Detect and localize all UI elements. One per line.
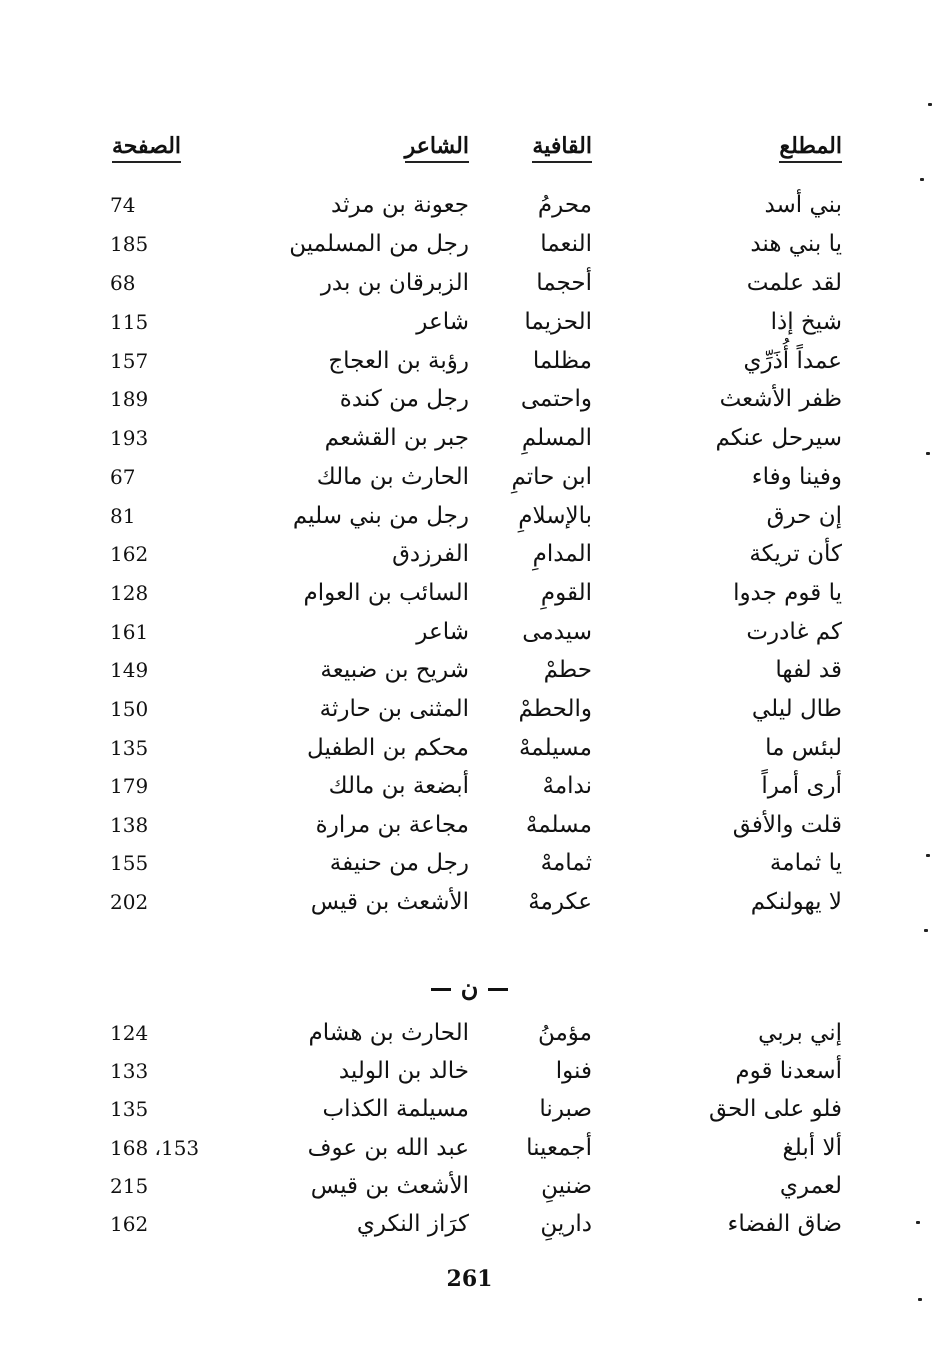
matla-cell: قلت والأفق bbox=[732, 812, 842, 838]
shaer-cell: الزبرقان بن بدر bbox=[320, 270, 469, 296]
table-row bbox=[0, 380, 939, 418]
matla-cell: يا بني هند bbox=[750, 231, 842, 257]
matla-cell: شيخ إذا bbox=[770, 309, 842, 335]
table-row bbox=[0, 1014, 939, 1052]
table-row bbox=[0, 574, 939, 612]
table-row bbox=[0, 1129, 939, 1167]
page-cell: 149 bbox=[110, 658, 149, 682]
table-row bbox=[0, 1052, 939, 1090]
matla-cell: إن حرق bbox=[766, 503, 842, 529]
qafiya-cell: أجمعينا bbox=[526, 1135, 592, 1161]
table-row bbox=[0, 535, 939, 573]
matla-cell: طال ليلي bbox=[751, 696, 842, 722]
qafiya-cell: ضنينِ bbox=[541, 1173, 592, 1199]
qafiya-cell: مؤمنُ bbox=[537, 1020, 592, 1046]
matla-cell: لعمري bbox=[779, 1173, 842, 1199]
matla-cell: سيرحل عنكم bbox=[715, 425, 842, 451]
qafiya-cell: بالإسلامِ bbox=[518, 503, 592, 529]
page-cell: 67 bbox=[110, 465, 136, 489]
page-cell: 115 bbox=[110, 310, 149, 334]
qafiya-cell: حطمْ bbox=[543, 657, 592, 683]
qafiya-cell: النعما bbox=[540, 231, 592, 257]
table-row bbox=[0, 1205, 939, 1243]
page-cell: 161 bbox=[110, 620, 149, 644]
shaer-cell: الحارث بن مالك bbox=[316, 464, 469, 490]
table-row bbox=[0, 806, 939, 844]
page-cell: 155 bbox=[110, 851, 149, 875]
page-cell: 215 bbox=[110, 1174, 149, 1198]
matla-cell: لقد علمت bbox=[746, 270, 842, 296]
shaer-cell: الفرزدق bbox=[392, 541, 469, 567]
matla-cell: يا قوم جدوا bbox=[733, 580, 842, 606]
matla-cell: قد لفها bbox=[775, 657, 842, 683]
section-heading bbox=[0, 968, 939, 1008]
scan-speck bbox=[926, 452, 930, 455]
page-cell: 189 bbox=[110, 387, 149, 411]
page-cell: 133 bbox=[110, 1059, 149, 1083]
qafiya-cell: عكرمهْ bbox=[528, 889, 592, 915]
qafiya-cell: سيدمى bbox=[522, 619, 592, 645]
page-cell: 150 bbox=[110, 697, 149, 721]
matla-cell: يا ثمامة bbox=[769, 850, 842, 876]
qafiya-cell: محرمُ bbox=[537, 192, 592, 218]
page-cell: 162 bbox=[110, 542, 149, 566]
qafiya-cell: دارينِ bbox=[540, 1211, 592, 1237]
qafiya-cell: ابن حاتمِ bbox=[511, 464, 592, 490]
table-row bbox=[0, 651, 939, 689]
page-cell: 124 bbox=[110, 1021, 149, 1045]
shaer-cell: شريح بن ضبيعة bbox=[320, 657, 469, 683]
matla-cell: لا يهولنكم bbox=[750, 889, 842, 915]
page-cell: 128 bbox=[110, 581, 149, 605]
qafiya-cell: الحزيما bbox=[524, 309, 592, 335]
qafiya-cell: فنوا bbox=[555, 1058, 592, 1084]
qafiya-cell: المدامِ bbox=[532, 541, 592, 567]
matla-cell: ضاق الفضاء bbox=[727, 1211, 842, 1237]
shaer-cell: محكم بن الطفيل bbox=[307, 735, 469, 761]
header-qafiya: القافية bbox=[532, 127, 592, 165]
page-cell: 179 bbox=[110, 774, 149, 798]
table-row bbox=[0, 303, 939, 341]
page-cell: 68 bbox=[110, 271, 136, 295]
header-shaer: الشاعر bbox=[405, 127, 469, 165]
scan-speck bbox=[918, 1298, 922, 1301]
table-row bbox=[0, 497, 939, 535]
shaer-cell: الأشعث بن قيس bbox=[310, 889, 469, 915]
dash-mark bbox=[488, 988, 508, 991]
matla-cell: ألا أبلغ bbox=[782, 1135, 842, 1161]
table-row bbox=[0, 767, 939, 805]
table-row bbox=[0, 883, 939, 921]
table-header bbox=[0, 127, 939, 165]
matla-cell: عمداً أُذَرِّي bbox=[743, 348, 842, 374]
table-row bbox=[0, 729, 939, 767]
shaer-cell: كرَاز النكري bbox=[356, 1211, 469, 1237]
matla-cell: وفينا وفاء bbox=[751, 464, 842, 490]
table-row bbox=[0, 844, 939, 882]
shaer-cell: شاعر bbox=[416, 309, 469, 335]
table-row bbox=[0, 186, 939, 224]
scan-speck bbox=[926, 854, 930, 857]
page-cell: 168 ،153 bbox=[110, 1136, 200, 1160]
table-row bbox=[0, 458, 939, 496]
page-cell: 193 bbox=[110, 426, 149, 450]
qafiya-cell: مظلما bbox=[532, 348, 592, 374]
table-row bbox=[0, 613, 939, 651]
matla-cell: كم غادرت bbox=[746, 619, 842, 645]
shaer-cell: مسيلمة الكذاب bbox=[322, 1096, 469, 1122]
shaer-cell: جعونة بن مرثد bbox=[331, 192, 469, 218]
matla-cell: ظفر الأشعث bbox=[719, 386, 842, 412]
page-cell: 157 bbox=[110, 349, 149, 373]
dash-mark bbox=[431, 988, 451, 991]
page-number: 261 bbox=[446, 1266, 493, 1292]
page-cell: 185 bbox=[110, 232, 149, 256]
table-row bbox=[0, 1090, 939, 1128]
page-cell: 135 bbox=[110, 736, 149, 760]
shaer-cell: رجل من كندة bbox=[339, 386, 469, 412]
matla-cell: بني أسد bbox=[764, 192, 842, 218]
shaer-cell: رجل من بني سليم bbox=[292, 503, 469, 529]
shaer-cell: السائب بن العوام bbox=[303, 580, 469, 606]
matla-cell: أسعدنا قوم bbox=[735, 1058, 842, 1084]
table-row bbox=[0, 1167, 939, 1205]
page-cell: 81 bbox=[110, 504, 136, 528]
qafiya-cell: واحتمى bbox=[520, 386, 592, 412]
matla-cell: إني بربي bbox=[758, 1020, 842, 1046]
qafiya-cell: ندامهْ bbox=[542, 773, 592, 799]
page-cell: 162 bbox=[110, 1212, 149, 1236]
qafiya-cell: والحطمْ bbox=[518, 696, 592, 722]
table-row bbox=[0, 419, 939, 457]
shaer-cell: مجاعة بن مرارة bbox=[315, 812, 469, 838]
header-safha: الصفحة bbox=[112, 127, 232, 165]
scan-speck bbox=[920, 178, 924, 181]
qafiya-cell: أحجما bbox=[536, 270, 592, 296]
shaer-cell: رجل من المسلمين bbox=[289, 231, 469, 257]
qafiya-cell: المسلمِ bbox=[521, 425, 592, 451]
page-cell: 74 bbox=[110, 193, 136, 217]
page-cell: 202 bbox=[110, 890, 149, 914]
scan-speck bbox=[928, 103, 932, 106]
section-letter: ن bbox=[460, 973, 479, 1002]
shaer-cell: المثنى بن حارثة bbox=[319, 696, 469, 722]
shaer-cell: الحارث بن هشام bbox=[308, 1020, 469, 1046]
matla-cell: كأن تريكة bbox=[749, 541, 842, 567]
table-row bbox=[0, 225, 939, 263]
shaer-cell: عبد الله بن عوف bbox=[307, 1135, 469, 1161]
matla-cell: فلو على الحق bbox=[708, 1096, 842, 1122]
scan-speck bbox=[916, 1221, 920, 1224]
matla-cell: لبئس ما bbox=[765, 735, 842, 761]
table-row bbox=[0, 690, 939, 728]
qafiya-cell: صبرنا bbox=[539, 1096, 592, 1122]
page-cell: 138 bbox=[110, 813, 149, 837]
table-row bbox=[0, 264, 939, 302]
qafiya-cell: ثمامهْ bbox=[540, 850, 592, 876]
shaer-cell: أبضعة بن مالك bbox=[328, 773, 469, 799]
shaer-cell: رجل من حنيفة bbox=[329, 850, 469, 876]
page-cell: 135 bbox=[110, 1097, 149, 1121]
scan-speck bbox=[924, 929, 928, 932]
shaer-cell: رؤبة بن العجاج bbox=[328, 348, 469, 374]
header-matla: المطلع bbox=[779, 127, 842, 165]
qafiya-cell: القومِ bbox=[540, 580, 592, 606]
shaer-cell: جبر بن القشعم bbox=[324, 425, 469, 451]
shaer-cell: الأشعث بن قيس bbox=[310, 1173, 469, 1199]
shaer-cell: خالد بن الوليد bbox=[338, 1058, 469, 1084]
qafiya-cell: مسيلمهْ bbox=[518, 735, 592, 761]
table-row bbox=[0, 342, 939, 380]
matla-cell: أرى أمراً bbox=[761, 773, 842, 799]
shaer-cell: شاعر bbox=[416, 619, 469, 645]
qafiya-cell: مسلمهْ bbox=[525, 812, 592, 838]
